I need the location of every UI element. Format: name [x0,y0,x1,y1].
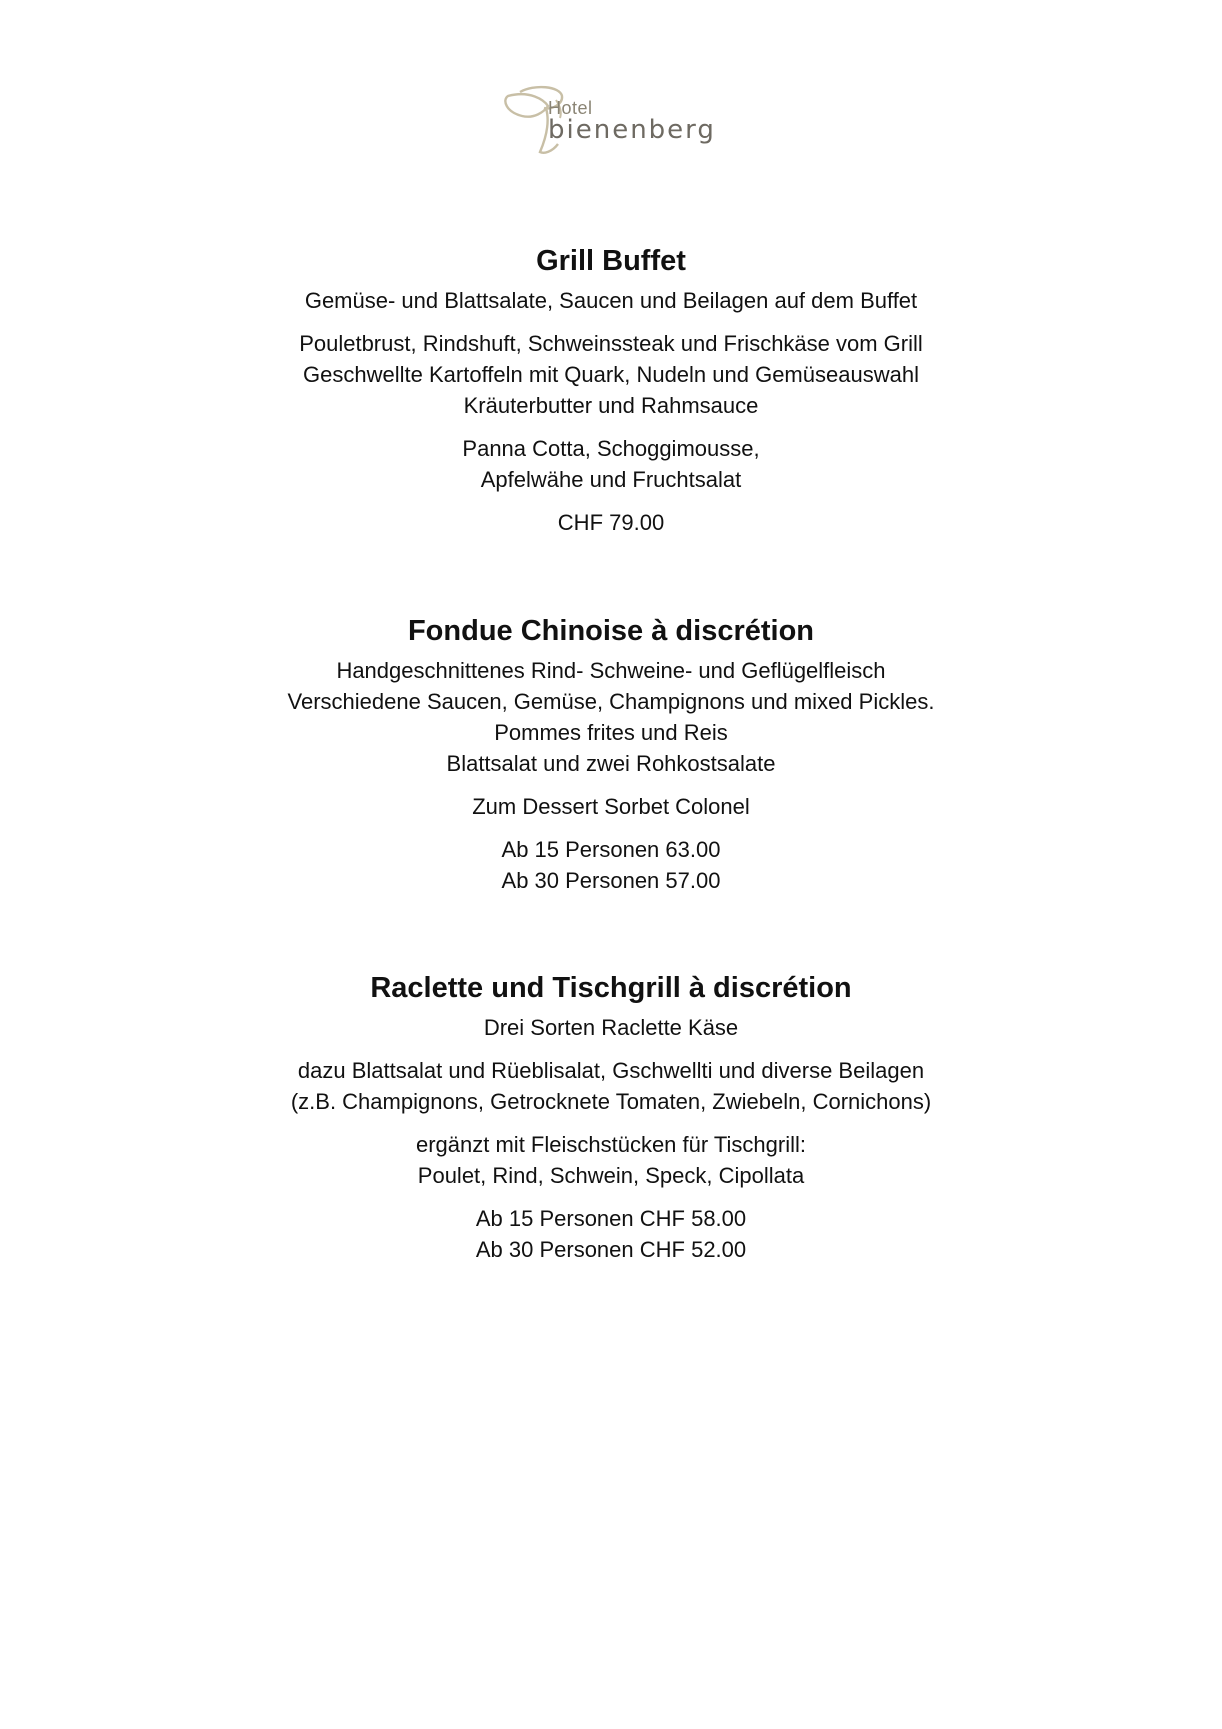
menu-line: Apfelwähe und Fruchtsalat [480,467,742,492]
menu-line: Handgeschnittenes Rind- Schweine- und Geflügelfleisch [336,658,886,683]
menu-line: Verschiedene Saucen, Gemüse, Champignons und mixed Pickles. [287,689,935,714]
menu-line: Zum Dessert Sorbet Colonel [472,794,750,819]
menu-line: Blattsalat und zwei Rohkostsalate [446,751,776,776]
menu-paragraph [0,1055,1222,1117]
section-title: Fondue Chinoise à discrétion [407,615,815,647]
menu-line: Poulet, Rind, Schwein, Speck, Cipollata [417,1163,805,1188]
menu-line: Drei Sorten Raclette Käse [483,1015,739,1040]
menu-line: ergänzt mit Fleischstücken für Tischgrill: [415,1132,807,1157]
menu-line: (z.B. Champignons, Getrocknete Tomaten, Zwiebeln, Cornichons) [290,1089,932,1114]
section-title: Raclette und Tischgrill à discrétion [370,972,852,1004]
menu-paragraph [0,655,1222,779]
menu-line: Gemüse- und Blattsalate, Saucen und Beilagen auf dem Buffet [304,288,918,313]
section-raclette-tischgrill [0,968,1222,1277]
menu-paragraph [0,1012,1222,1043]
menu-line: Pommes frites und Reis [494,720,728,745]
menu-paragraph [0,791,1222,822]
section-grill-buffet [0,241,1222,550]
price-line: Ab 30 Personen 57.00 [501,868,721,893]
price-paragraph [0,834,1222,896]
price-line: Ab 15 Personen 63.00 [501,837,721,862]
menu-line: Pouletbrust, Rindshuft, Schweinssteak und Frischkäse vom Grill [299,331,923,356]
price-line: Ab 30 Personen CHF 52.00 [475,1237,747,1262]
menu-paragraph [0,433,1222,495]
section-fondue-chinoise [0,611,1222,908]
price-paragraph [0,1203,1222,1265]
menu-paragraph [0,285,1222,316]
section-title: Grill Buffet [536,245,686,277]
hotel-logo [500,82,740,162]
logo-name-text: bienenberg [548,115,716,145]
menu-line: Geschwellte Kartoffeln mit Quark, Nudeln und Gemüseauswahl [303,362,919,387]
price-line: CHF 79.00 [557,510,665,535]
menu-paragraph [0,1129,1222,1191]
menu-line: dazu Blattsalat und Rüeblisalat, Gschwellti und diverse Beilagen [297,1058,925,1083]
logo-hotel-text: Hotel [548,98,593,118]
price-paragraph [0,507,1222,538]
menu-line: Kräuterbutter und Rahmsauce [463,393,759,418]
price-line: Ab 15 Personen CHF 58.00 [475,1206,747,1231]
menu-line: Panna Cotta, Schoggimousse, [462,436,760,461]
menu-paragraph [0,328,1222,421]
